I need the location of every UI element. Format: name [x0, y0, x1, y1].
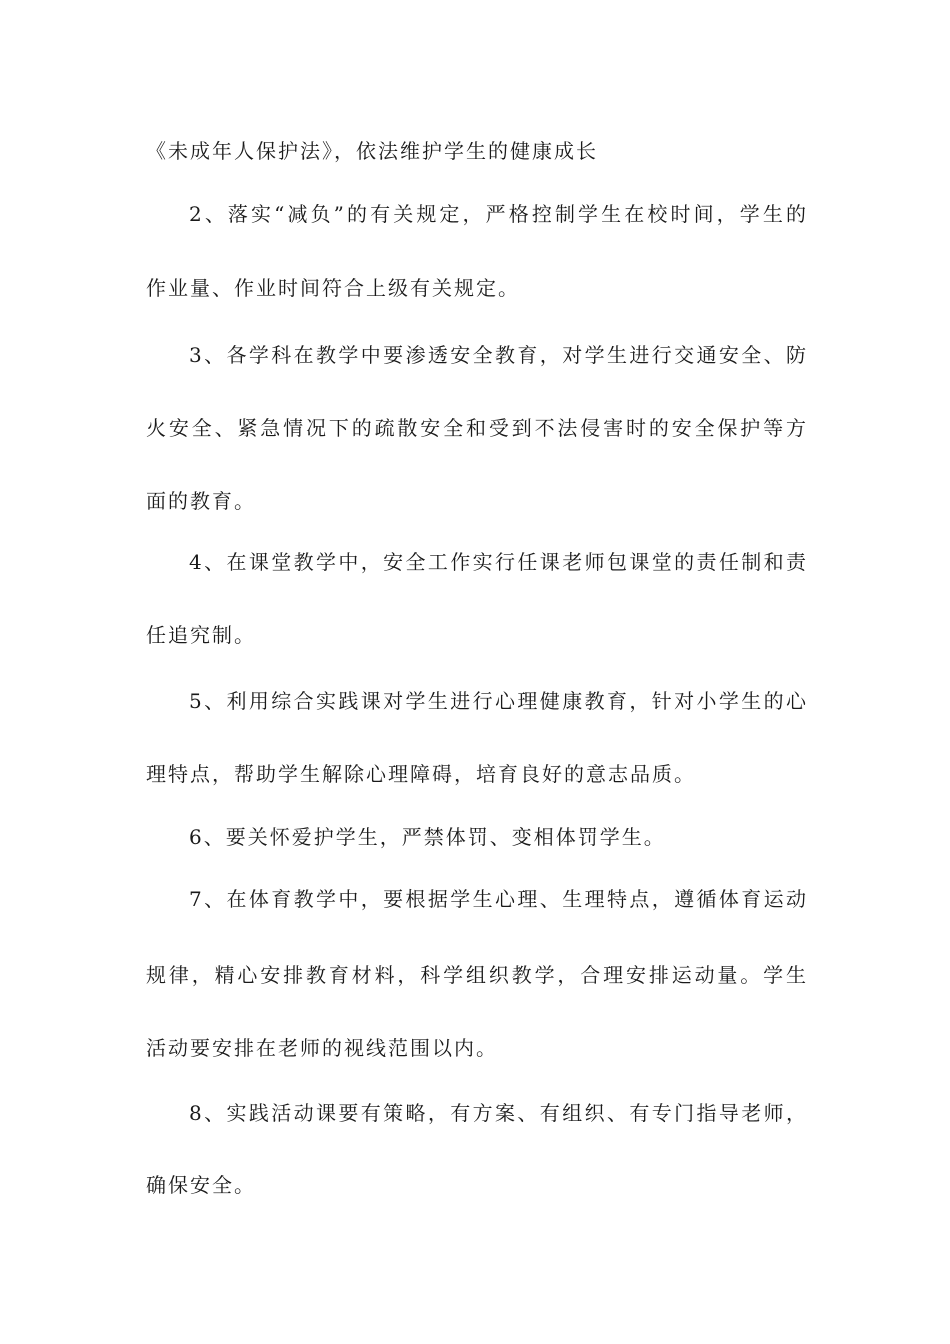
text-line: 作业量、作业时间符合上级有关规定。: [146, 276, 520, 300]
text-line: 确保安全。: [146, 1173, 256, 1197]
text-line: 4、在课堂教学中，安全工作实行任课老师包课堂的责任制和责: [189, 550, 806, 574]
text-line: 《未成年人保护法》，依法维护学生的健康成长: [146, 139, 598, 163]
text-line: 2、落实“减负”的有关规定，严格控制学生在校时间，学生的: [189, 202, 806, 226]
text-line: 3、各学科在教学中要渗透安全教育，对学生进行交通安全、防: [189, 343, 806, 367]
text-line: 6、要关怀爱护学生，严禁体罚、变相体罚学生。: [189, 825, 666, 849]
text-line: 7、在体育教学中，要根据学生心理、生理特点，遵循体育运动: [189, 887, 806, 911]
text-line: 5、利用综合实践课对学生进行心理健康教育，针对小学生的心: [189, 689, 806, 713]
text-line: 活动要安排在老师的视线范围以内。: [146, 1036, 498, 1060]
text-line: 8、实践活动课要有策略，有方案、有组织、有专门指导老师，: [189, 1101, 806, 1125]
text-line: 面的教育。: [146, 489, 256, 513]
text-line: 理特点，帮助学生解除心理障碍，培育良好的意志品质。: [146, 762, 696, 786]
text-line: 任追究制。: [146, 623, 256, 647]
text-line: 火安全、紧急情况下的疏散安全和受到不法侵害时的安全保护等方: [146, 416, 806, 440]
text-line: 规律，精心安排教育材料，科学组织教学，合理安排运动量。学生: [146, 963, 806, 987]
